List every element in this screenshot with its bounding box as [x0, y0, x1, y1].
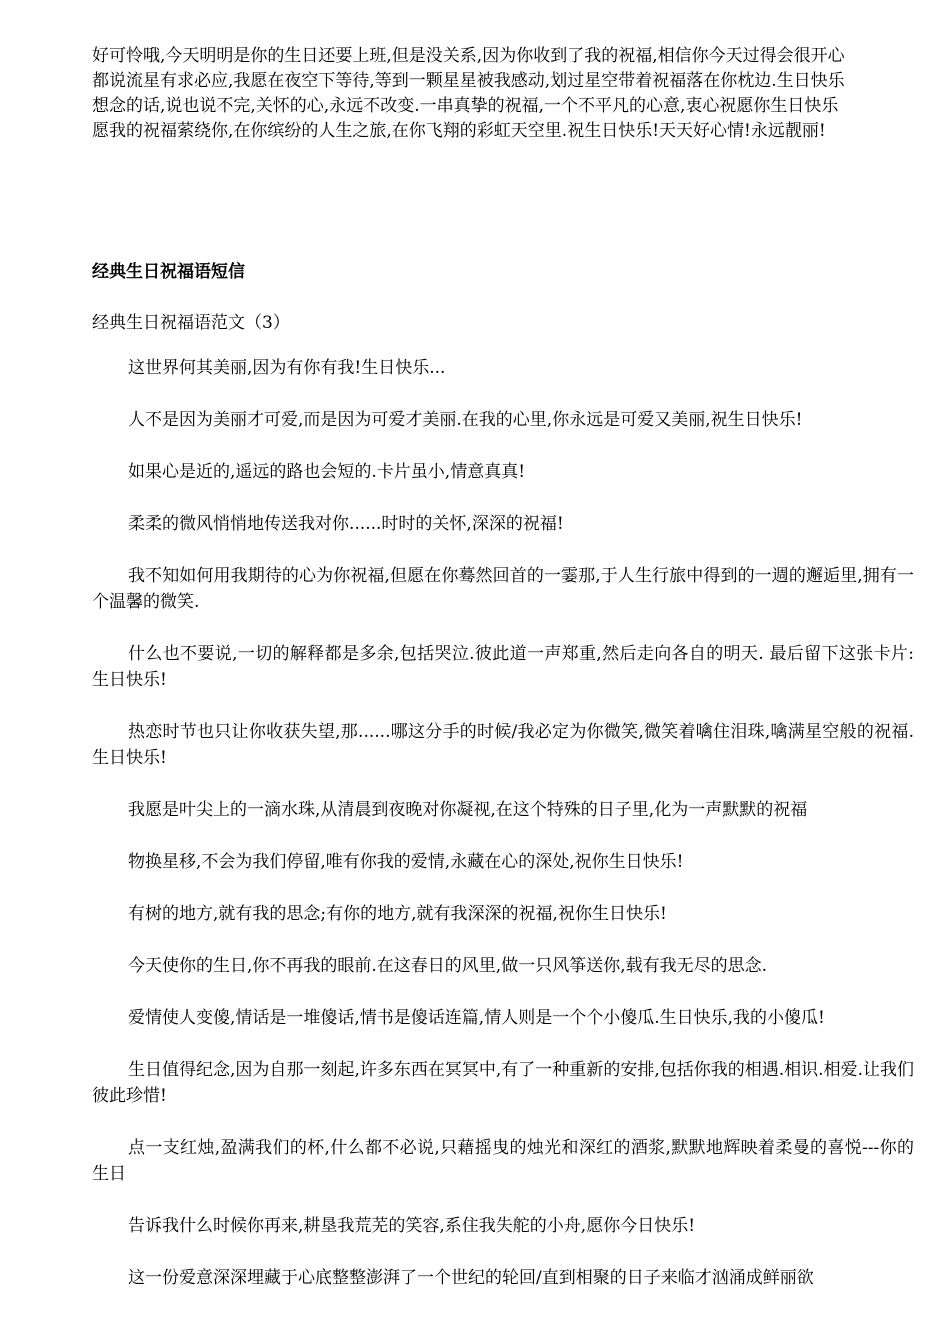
- greeting-line: 都说流星有求必应,我愿在夜空下等待,等到一颗星星被我感动,划过星空带着祝福落在你枕边.生日快乐: [92, 71, 845, 91]
- wish-paragraph: 有树的地方,就有我的思念;有你的地方,就有我深深的祝福,祝你生日快乐!: [128, 904, 667, 924]
- greeting-lines: [92, 44, 914, 144]
- wish-paragraph: 热恋时节也只让你收获失望,那......哪这分手的时候/我必定为你微笑,微笑着噙住泪珠,噙满星空般的祝福.生日快乐!: [92, 722, 914, 768]
- wish-paragraphs: [92, 355, 914, 1317]
- wish-paragraph: 柔柔的微风悄悄地传送我对你......时时的关怀,深深的祝福!: [128, 514, 564, 534]
- wish-paragraph: 这一份爱意深深埋藏于心底整整澎湃了一个世纪的轮回/直到相聚的日子来临才汹涌成鲜丽欲: [128, 1268, 814, 1288]
- section-heading: 经典生日祝福语短信: [92, 262, 245, 282]
- wish-paragraph: 如果心是近的,遥远的路也会短的.卡片虽小,情意真真!: [128, 462, 526, 482]
- wish-paragraph: 今天使你的生日,你不再我的眼前.在这春日的风里,做一只风筝送你,载有我无尽的思念.: [128, 956, 768, 976]
- wish-paragraph: 人不是因为美丽才可爱,而是因为可爱才美丽.在我的心里,你永远是可爱又美丽,祝生日快乐!: [128, 410, 803, 430]
- wish-paragraph: 告诉我什么时候你再来,耕垦我荒芜的笑容,系住我失舵的小舟,愿你今日快乐!: [128, 1216, 696, 1236]
- wish-paragraph: 点一支红烛,盈满我们的杯,什么都不必说,只藉摇曳的烛光和深红的酒浆,默默地辉映着柔曼的喜悦---你的生日: [92, 1138, 914, 1184]
- wish-paragraph: 我不知如何用我期待的心为你祝福,但愿在你蓦然回首的一霎那,于人生行旅中得到的一週的邂逅里,拥有一个温馨的微笑.: [92, 566, 914, 612]
- wish-paragraph: 这世界何其美丽,因为有你有我!生日快乐...: [128, 358, 446, 378]
- wish-paragraph: 生日值得纪念,因为自那一刻起,许多东西在冥冥中,有了一种重新的安排,包括你我的相遇.相识.相爱.让我们彼此珍惜!: [92, 1060, 914, 1106]
- wish-paragraph: 爱情使人变傻,情话是一堆傻话,情书是傻话连篇,情人则是一个个小傻瓜.生日快乐,我的小傻瓜!: [128, 1008, 825, 1028]
- greeting-line: 想念的话,说也说不完,关怀的心,永远不改变.一串真挚的祝福,一个不平凡的心意,衷心祝愿你生日快乐: [92, 96, 839, 116]
- wish-paragraph: 物换星移,不会为我们停留,唯有你我的爱情,永藏在心的深处,祝你生日快乐!: [128, 852, 684, 872]
- section-subheading: 经典生日祝福语范文（3）: [92, 313, 290, 333]
- wish-paragraph: 什么也不要说,一切的解释都是多余,包括哭泣.彼此道一声郑重,然后走向各自的明天. 最后留下这张卡片:生日快乐!: [92, 644, 914, 690]
- greeting-line: 好可怜哦,今天明明是你的生日还要上班,但是没关系,因为你收到了我的祝福,相信你今天过得会很开心: [92, 46, 845, 66]
- greeting-line: 愿我的祝福萦绕你,在你缤纷的人生之旅,在你飞翔的彩虹天空里.祝生日快乐!天天好心情!永远靓丽!: [92, 121, 826, 141]
- wish-paragraph: 我愿是叶尖上的一滴水珠,从清晨到夜晚对你凝视,在这个特殊的日子里,化为一声默默的祝福: [128, 800, 808, 820]
